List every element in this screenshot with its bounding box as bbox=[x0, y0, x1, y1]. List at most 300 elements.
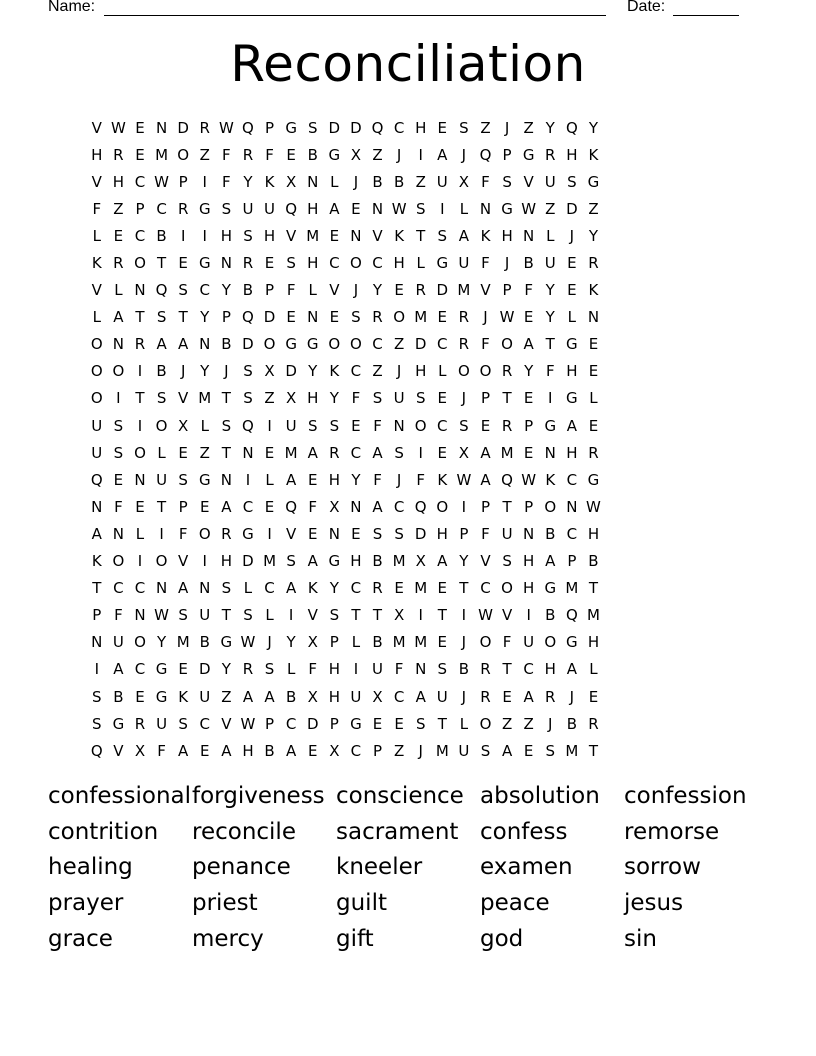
grid-letter[interactable]: I bbox=[461, 497, 467, 516]
grid-letter[interactable]: W bbox=[521, 199, 537, 218]
grid-letter[interactable]: S bbox=[243, 606, 253, 625]
grid-letter[interactable]: C bbox=[134, 226, 146, 245]
grid-letter[interactable]: L bbox=[92, 308, 101, 327]
grid-letter[interactable]: A bbox=[178, 579, 189, 598]
grid-letter[interactable]: A bbox=[156, 335, 167, 354]
grid-letter[interactable]: G bbox=[155, 660, 168, 679]
grid-letter[interactable]: I bbox=[94, 660, 100, 679]
grid-letter[interactable]: L bbox=[567, 308, 577, 327]
grid-letter[interactable]: A bbox=[480, 443, 491, 462]
grid-letter[interactable]: J bbox=[267, 633, 272, 652]
grid-letter[interactable]: F bbox=[114, 497, 123, 516]
grid-letter[interactable]: C bbox=[285, 714, 297, 733]
grid-letter[interactable]: U bbox=[91, 443, 103, 462]
grid-letter[interactable]: R bbox=[415, 281, 426, 300]
grid-letter[interactable]: F bbox=[481, 335, 490, 354]
grid-letter[interactable]: B bbox=[588, 552, 599, 571]
grid-letter[interactable]: S bbox=[156, 389, 167, 408]
grid-letter[interactable]: R bbox=[501, 416, 513, 435]
grid-letter[interactable]: K bbox=[264, 172, 275, 191]
grid-letter[interactable]: H bbox=[544, 660, 556, 679]
grid-letter[interactable]: Z bbox=[393, 741, 405, 760]
grid-letter[interactable]: S bbox=[243, 389, 253, 408]
grid-letter[interactable]: V bbox=[329, 281, 340, 300]
grid-letter[interactable]: N bbox=[112, 524, 124, 543]
grid-letter[interactable]: I bbox=[353, 660, 359, 679]
grid-letter[interactable]: C bbox=[393, 687, 405, 706]
grid-letter[interactable]: I bbox=[137, 552, 143, 571]
grid-letter[interactable]: Z bbox=[480, 118, 491, 137]
grid-letter[interactable]: C bbox=[523, 660, 534, 679]
grid-letter[interactable]: T bbox=[588, 741, 599, 760]
grid-letter[interactable]: G bbox=[198, 199, 211, 218]
grid-letter[interactable]: O bbox=[134, 443, 146, 462]
grid-letter[interactable]: O bbox=[350, 254, 362, 273]
grid-letter[interactable]: P bbox=[502, 145, 512, 164]
grid-letter[interactable]: Y bbox=[156, 633, 167, 652]
grid-letter[interactable]: Z bbox=[372, 362, 383, 381]
grid-letter[interactable]: N bbox=[523, 226, 535, 245]
grid-letter[interactable]: J bbox=[353, 172, 359, 191]
grid-letter[interactable]: R bbox=[199, 118, 210, 137]
grid-letter[interactable]: G bbox=[544, 579, 557, 598]
grid-letter[interactable]: A bbox=[221, 497, 232, 516]
grid-letter[interactable]: E bbox=[437, 579, 448, 598]
grid-letter[interactable]: C bbox=[350, 443, 362, 462]
grid-letter[interactable]: S bbox=[437, 226, 448, 245]
grid-letter[interactable]: C bbox=[199, 281, 210, 300]
grid-letter[interactable]: N bbox=[328, 524, 340, 543]
grid-letter[interactable]: S bbox=[286, 552, 296, 571]
grid-letter[interactable]: Y bbox=[459, 552, 469, 571]
grid-letter[interactable]: D bbox=[306, 714, 319, 733]
grid-letter[interactable]: V bbox=[91, 118, 102, 137]
grid-letter[interactable]: G bbox=[566, 389, 578, 408]
grid-letter[interactable]: P bbox=[567, 552, 577, 571]
grid-letter[interactable]: R bbox=[588, 714, 599, 733]
grid-letter[interactable]: G bbox=[198, 470, 211, 489]
grid-letter[interactable]: R bbox=[134, 714, 146, 733]
grid-letter[interactable]: Z bbox=[113, 199, 124, 218]
grid-letter[interactable]: J bbox=[418, 741, 423, 760]
grid-letter[interactable]: N bbox=[544, 443, 556, 462]
grid-letter[interactable]: E bbox=[394, 281, 404, 300]
grid-letter[interactable]: G bbox=[328, 552, 341, 571]
grid-letter[interactable]: G bbox=[566, 335, 578, 354]
grid-letter[interactable]: K bbox=[394, 226, 405, 245]
grid-letter[interactable]: N bbox=[199, 335, 211, 354]
grid-letter[interactable]: B bbox=[566, 714, 577, 733]
grid-letter[interactable]: E bbox=[178, 254, 188, 273]
grid-letter[interactable]: S bbox=[92, 687, 102, 706]
grid-letter[interactable]: A bbox=[437, 552, 448, 571]
grid-letter[interactable]: S bbox=[372, 524, 383, 543]
grid-letter[interactable]: N bbox=[566, 497, 578, 516]
grid-letter[interactable]: H bbox=[350, 552, 362, 571]
grid-letter[interactable]: S bbox=[307, 416, 318, 435]
grid-letter[interactable]: T bbox=[135, 308, 145, 327]
grid-letter[interactable]: C bbox=[350, 579, 362, 598]
grid-letter[interactable]: C bbox=[350, 741, 362, 760]
grid-letter[interactable]: K bbox=[178, 687, 189, 706]
grid-letter[interactable]: R bbox=[545, 145, 556, 164]
grid-letter[interactable]: E bbox=[567, 254, 577, 273]
grid-letter[interactable]: V bbox=[91, 172, 102, 191]
grid-letter[interactable]: E bbox=[264, 497, 275, 516]
grid-letter[interactable]: T bbox=[221, 606, 231, 625]
grid-letter[interactable]: C bbox=[372, 335, 383, 354]
grid-letter[interactable]: S bbox=[156, 308, 167, 327]
grid-letter[interactable]: E bbox=[437, 633, 448, 652]
grid-letter[interactable]: E bbox=[286, 308, 296, 327]
grid-letter[interactable]: X bbox=[415, 552, 426, 571]
grid-letter[interactable]: S bbox=[113, 443, 124, 462]
grid-letter[interactable]: H bbox=[307, 199, 319, 218]
grid-letter[interactable]: E bbox=[437, 118, 448, 137]
grid-letter[interactable]: Q bbox=[242, 118, 254, 137]
grid-letter[interactable]: Z bbox=[501, 714, 513, 733]
grid-letter[interactable]: Q bbox=[565, 118, 578, 137]
grid-letter[interactable]: Y bbox=[221, 281, 231, 300]
grid-letter[interactable]: E bbox=[178, 443, 188, 462]
grid-letter[interactable]: E bbox=[588, 362, 599, 381]
grid-letter[interactable]: C bbox=[134, 579, 146, 598]
grid-letter[interactable]: D bbox=[177, 118, 189, 137]
grid-letter[interactable]: O bbox=[479, 633, 492, 652]
grid-letter[interactable]: O bbox=[544, 497, 557, 516]
grid-letter[interactable]: F bbox=[308, 497, 318, 516]
grid-letter[interactable]: S bbox=[394, 524, 404, 543]
grid-letter[interactable]: E bbox=[200, 497, 210, 516]
grid-letter[interactable]: E bbox=[588, 416, 599, 435]
grid-letter[interactable]: Z bbox=[545, 199, 556, 218]
grid-letter[interactable]: R bbox=[113, 254, 124, 273]
grid-letter[interactable]: R bbox=[221, 524, 232, 543]
grid-letter[interactable]: V bbox=[91, 281, 102, 300]
grid-letter[interactable]: P bbox=[372, 741, 383, 760]
grid-letter[interactable]: C bbox=[350, 362, 362, 381]
grid-letter[interactable]: P bbox=[135, 199, 145, 218]
grid-letter[interactable]: F bbox=[92, 199, 102, 218]
grid-letter[interactable]: Q bbox=[90, 470, 103, 489]
grid-letter[interactable]: X bbox=[393, 606, 405, 625]
grid-letter[interactable]: T bbox=[221, 443, 231, 462]
grid-letter[interactable]: P bbox=[265, 281, 275, 300]
grid-letter[interactable]: U bbox=[458, 254, 470, 273]
grid-letter[interactable]: E bbox=[437, 308, 448, 327]
grid-letter[interactable]: I bbox=[245, 470, 251, 489]
grid-letter[interactable]: J bbox=[461, 389, 467, 408]
grid-letter[interactable]: T bbox=[351, 606, 361, 625]
grid-letter[interactable]: S bbox=[221, 199, 232, 218]
grid-letter[interactable]: M bbox=[414, 308, 428, 327]
grid-letter[interactable]: Z bbox=[199, 443, 210, 462]
grid-letter[interactable]: S bbox=[286, 254, 296, 273]
grid-letter[interactable]: A bbox=[545, 552, 556, 571]
grid-letter[interactable]: C bbox=[393, 497, 405, 516]
grid-letter[interactable]: O bbox=[350, 335, 362, 354]
grid-letter[interactable]: F bbox=[308, 660, 318, 679]
grid-letter[interactable]: T bbox=[135, 389, 145, 408]
grid-letter[interactable]: O bbox=[479, 714, 492, 733]
grid-letter[interactable]: W bbox=[391, 199, 407, 218]
grid-letter[interactable]: W bbox=[521, 470, 537, 489]
grid-letter[interactable]: W bbox=[110, 118, 126, 137]
grid-letter[interactable]: T bbox=[545, 335, 555, 354]
grid-letter[interactable]: T bbox=[502, 497, 512, 516]
grid-letter[interactable]: I bbox=[116, 389, 121, 408]
grid-letter[interactable]: U bbox=[544, 254, 556, 273]
grid-letter[interactable]: A bbox=[307, 552, 318, 571]
grid-letter[interactable]: P bbox=[480, 389, 490, 408]
grid-letter[interactable]: U bbox=[436, 687, 448, 706]
grid-letter[interactable]: S bbox=[372, 389, 383, 408]
grid-letter[interactable]: X bbox=[307, 687, 318, 706]
grid-letter[interactable]: V bbox=[113, 741, 124, 760]
grid-letter[interactable]: S bbox=[178, 606, 188, 625]
grid-letter[interactable]: E bbox=[135, 687, 145, 706]
grid-letter[interactable]: I bbox=[159, 524, 164, 543]
grid-letter[interactable]: A bbox=[91, 524, 102, 543]
grid-letter[interactable]: E bbox=[286, 145, 296, 164]
grid-letter[interactable]: I bbox=[137, 362, 143, 381]
grid-letter[interactable]: S bbox=[243, 226, 253, 245]
grid-letter[interactable]: A bbox=[372, 443, 383, 462]
grid-letter[interactable]: G bbox=[306, 335, 319, 354]
grid-letter[interactable]: B bbox=[458, 660, 470, 679]
grid-letter[interactable]: X bbox=[286, 389, 297, 408]
grid-letter[interactable]: M bbox=[565, 579, 579, 598]
grid-letter[interactable]: A bbox=[372, 497, 383, 516]
grid-letter[interactable]: X bbox=[329, 497, 340, 516]
grid-letter[interactable]: K bbox=[588, 145, 599, 164]
grid-letter[interactable]: J bbox=[224, 362, 229, 381]
grid-letter[interactable]: E bbox=[200, 741, 210, 760]
grid-letter[interactable]: H bbox=[91, 145, 103, 164]
grid-letter[interactable]: D bbox=[414, 335, 427, 354]
grid-letter[interactable]: G bbox=[566, 633, 578, 652]
grid-letter[interactable]: A bbox=[264, 687, 275, 706]
grid-letter[interactable]: N bbox=[587, 308, 600, 327]
grid-letter[interactable]: O bbox=[177, 145, 190, 164]
grid-letter[interactable]: M bbox=[176, 633, 190, 652]
grid-letter[interactable]: K bbox=[545, 470, 556, 489]
grid-letter[interactable]: Q bbox=[371, 118, 384, 137]
grid-letter[interactable]: A bbox=[113, 308, 124, 327]
grid-letter[interactable]: R bbox=[458, 335, 470, 354]
grid-letter[interactable]: I bbox=[440, 199, 445, 218]
grid-letter[interactable]: R bbox=[501, 362, 513, 381]
grid-letter[interactable]: G bbox=[522, 145, 535, 164]
grid-letter[interactable]: Y bbox=[286, 633, 296, 652]
grid-letter[interactable]: F bbox=[524, 281, 533, 300]
grid-letter[interactable]: T bbox=[92, 579, 102, 598]
grid-letter[interactable]: L bbox=[459, 199, 469, 218]
grid-letter[interactable]: X bbox=[329, 741, 340, 760]
grid-letter[interactable]: H bbox=[220, 226, 232, 245]
grid-letter[interactable]: A bbox=[458, 226, 470, 245]
grid-letter[interactable]: S bbox=[480, 741, 491, 760]
grid-letter[interactable]: C bbox=[113, 579, 124, 598]
grid-letter[interactable]: J bbox=[461, 687, 467, 706]
grid-letter[interactable]: J bbox=[504, 254, 510, 273]
grid-letter[interactable]: P bbox=[329, 633, 339, 652]
grid-letter[interactable]: Q bbox=[479, 145, 492, 164]
grid-letter[interactable]: E bbox=[523, 308, 534, 327]
grid-letter[interactable]: R bbox=[113, 145, 124, 164]
grid-letter[interactable]: O bbox=[479, 362, 492, 381]
grid-letter[interactable]: F bbox=[373, 470, 382, 489]
grid-letter[interactable]: V bbox=[523, 172, 534, 191]
grid-letter[interactable]: A bbox=[221, 741, 232, 760]
grid-letter[interactable]: N bbox=[242, 443, 254, 462]
grid-letter[interactable]: O bbox=[263, 335, 276, 354]
grid-letter[interactable]: H bbox=[523, 552, 535, 571]
grid-letter[interactable]: Z bbox=[221, 687, 232, 706]
grid-letter[interactable]: W bbox=[456, 470, 472, 489]
grid-letter[interactable]: X bbox=[307, 633, 318, 652]
grid-letter[interactable]: B bbox=[545, 524, 556, 543]
grid-letter[interactable]: U bbox=[112, 633, 124, 652]
grid-letter[interactable]: E bbox=[135, 118, 145, 137]
grid-letter[interactable]: O bbox=[112, 552, 125, 571]
grid-letter[interactable]: J bbox=[569, 687, 575, 706]
grid-letter[interactable]: O bbox=[414, 416, 427, 435]
grid-letter[interactable]: N bbox=[479, 199, 492, 218]
grid-letter[interactable]: U bbox=[350, 687, 362, 706]
grid-letter[interactable]: Y bbox=[200, 362, 210, 381]
grid-letter[interactable]: J bbox=[180, 362, 186, 381]
grid-letter[interactable]: P bbox=[502, 281, 512, 300]
grid-letter[interactable]: F bbox=[265, 145, 274, 164]
grid-letter[interactable]: O bbox=[134, 254, 146, 273]
grid-letter[interactable]: Q bbox=[242, 416, 254, 435]
grid-letter[interactable]: M bbox=[565, 741, 579, 760]
grid-letter[interactable]: O bbox=[328, 335, 341, 354]
grid-letter[interactable]: W bbox=[240, 714, 256, 733]
grid-letter[interactable]: Z bbox=[372, 145, 383, 164]
grid-letter[interactable]: J bbox=[396, 470, 402, 489]
grid-letter[interactable]: R bbox=[134, 335, 146, 354]
grid-letter[interactable]: M bbox=[198, 389, 212, 408]
grid-letter[interactable]: P bbox=[524, 416, 534, 435]
grid-letter[interactable]: L bbox=[135, 524, 145, 543]
grid-letter[interactable]: R bbox=[372, 579, 383, 598]
grid-letter[interactable]: S bbox=[264, 660, 275, 679]
grid-letter[interactable]: K bbox=[437, 470, 448, 489]
grid-letter[interactable]: O bbox=[457, 362, 470, 381]
grid-letter[interactable]: I bbox=[202, 226, 207, 245]
grid-letter[interactable]: F bbox=[481, 254, 490, 273]
grid-letter[interactable]: V bbox=[372, 226, 383, 245]
date-field[interactable] bbox=[673, 0, 739, 16]
grid-letter[interactable]: O bbox=[112, 362, 125, 381]
grid-letter[interactable]: L bbox=[286, 660, 296, 679]
grid-letter[interactable]: J bbox=[461, 145, 467, 164]
grid-letter[interactable]: Z bbox=[588, 199, 599, 218]
grid-letter[interactable]: C bbox=[393, 118, 405, 137]
grid-letter[interactable]: O bbox=[198, 524, 211, 543]
grid-letter[interactable]: E bbox=[135, 497, 145, 516]
grid-letter[interactable]: B bbox=[285, 687, 297, 706]
grid-letter[interactable]: U bbox=[285, 416, 297, 435]
grid-letter[interactable]: E bbox=[351, 524, 361, 543]
grid-letter[interactable]: F bbox=[394, 660, 404, 679]
grid-letter[interactable]: W bbox=[478, 606, 493, 625]
grid-letter[interactable]: A bbox=[523, 335, 534, 354]
grid-letter[interactable]: F bbox=[286, 281, 296, 300]
grid-letter[interactable]: Y bbox=[221, 660, 231, 679]
grid-letter[interactable]: R bbox=[588, 443, 599, 462]
grid-letter[interactable]: E bbox=[351, 416, 361, 435]
grid-letter[interactable]: A bbox=[329, 199, 340, 218]
grid-letter[interactable]: I bbox=[267, 524, 272, 543]
grid-letter[interactable]: F bbox=[114, 606, 123, 625]
grid-letter[interactable]: V bbox=[480, 552, 491, 571]
grid-letter[interactable]: B bbox=[221, 335, 232, 354]
grid-letter[interactable]: N bbox=[155, 118, 168, 137]
grid-letter[interactable]: R bbox=[242, 254, 254, 273]
grid-letter[interactable]: C bbox=[264, 579, 275, 598]
grid-letter[interactable]: H bbox=[328, 687, 340, 706]
grid-letter[interactable]: H bbox=[436, 524, 448, 543]
grid-letter[interactable]: B bbox=[372, 552, 383, 571]
name-field[interactable] bbox=[104, 0, 606, 16]
grid-letter[interactable]: C bbox=[372, 254, 383, 273]
grid-letter[interactable]: E bbox=[329, 226, 340, 245]
grid-letter[interactable]: N bbox=[91, 497, 103, 516]
grid-letter[interactable]: L bbox=[546, 226, 555, 245]
grid-letter[interactable]: S bbox=[307, 118, 318, 137]
grid-letter[interactable]: E bbox=[437, 389, 448, 408]
grid-letter[interactable]: T bbox=[178, 308, 188, 327]
grid-letter[interactable]: G bbox=[544, 416, 557, 435]
grid-letter[interactable]: A bbox=[480, 470, 491, 489]
grid-letter[interactable]: G bbox=[285, 118, 297, 137]
grid-letter[interactable]: V bbox=[501, 606, 513, 625]
grid-letter[interactable]: Q bbox=[155, 281, 168, 300]
grid-letter[interactable]: B bbox=[545, 606, 556, 625]
grid-letter[interactable]: I bbox=[180, 226, 186, 245]
grid-letter[interactable]: I bbox=[418, 606, 423, 625]
grid-letter[interactable]: M bbox=[414, 633, 428, 652]
grid-letter[interactable]: N bbox=[134, 470, 146, 489]
grid-letter[interactable]: Y bbox=[545, 308, 555, 327]
grid-letter[interactable]: U bbox=[199, 687, 211, 706]
grid-letter[interactable]: B bbox=[242, 281, 254, 300]
grid-letter[interactable]: Q bbox=[414, 497, 427, 516]
grid-letter[interactable]: U bbox=[91, 416, 103, 435]
grid-letter[interactable]: S bbox=[437, 660, 448, 679]
grid-letter[interactable]: H bbox=[242, 741, 254, 760]
grid-letter[interactable]: C bbox=[437, 335, 448, 354]
grid-letter[interactable]: L bbox=[114, 281, 123, 300]
grid-letter[interactable]: I bbox=[137, 416, 143, 435]
grid-letter[interactable]: Y bbox=[545, 118, 555, 137]
grid-letter[interactable]: E bbox=[307, 524, 318, 543]
grid-letter[interactable]: T bbox=[156, 254, 167, 273]
grid-letter[interactable]: T bbox=[156, 497, 167, 516]
grid-letter[interactable]: U bbox=[501, 524, 513, 543]
grid-letter[interactable]: S bbox=[243, 362, 253, 381]
grid-letter[interactable]: A bbox=[523, 687, 534, 706]
grid-letter[interactable]: E bbox=[372, 714, 383, 733]
grid-letter[interactable]: S bbox=[92, 714, 102, 733]
grid-letter[interactable]: P bbox=[459, 524, 469, 543]
grid-letter[interactable]: Z bbox=[199, 145, 210, 164]
grid-letter[interactable]: W bbox=[240, 633, 256, 652]
grid-letter[interactable]: Y bbox=[545, 281, 555, 300]
